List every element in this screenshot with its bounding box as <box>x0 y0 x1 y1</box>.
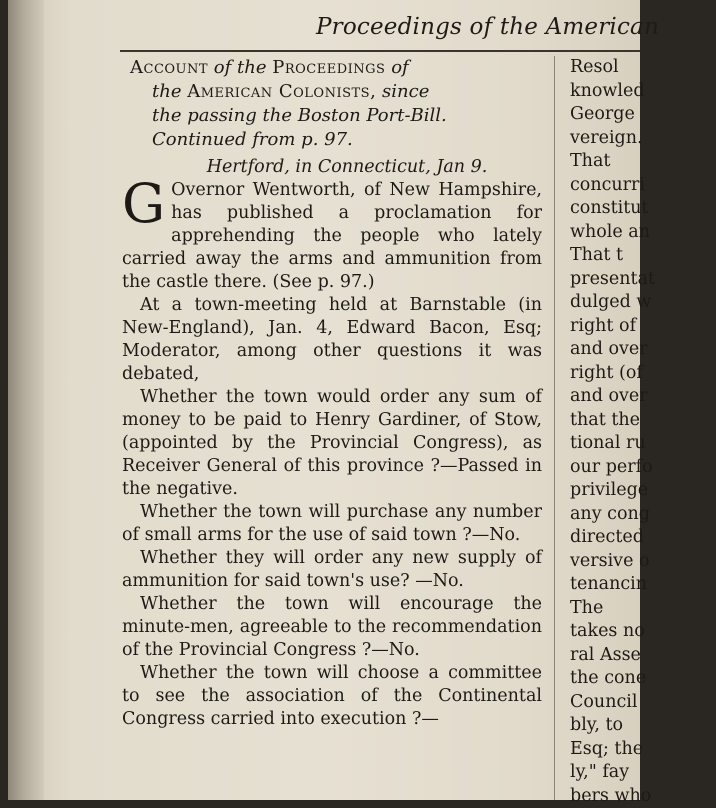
right-line: The <box>570 597 690 621</box>
title-word-since: since <box>382 81 429 102</box>
right-line: That <box>570 150 690 174</box>
right-line: any cong <box>570 503 690 527</box>
right-line: vereign. <box>570 127 690 151</box>
paragraph-6: Whether the town will encourage the minute-men, agreeable to the recommendation of the Provincial Congress ?—No. <box>122 593 542 662</box>
right-column <box>570 56 690 808</box>
title-word-of: of <box>391 57 409 78</box>
paragraph-7: Whether the town will choose a committee to see the association of the Continental Congress carried into execution ?— <box>122 662 542 731</box>
paragraph-3: Whether the town would order any sum of money to be paid to Henry Gardiner, of Stow, (appointed by the Provincial Congress), as Receiver General of this province ?—Passed in the negative. <box>122 386 542 501</box>
right-line: knowled <box>570 80 690 104</box>
header-rule <box>120 50 640 52</box>
right-line: Council <box>570 691 690 715</box>
right-line: whole an <box>570 221 690 245</box>
drop-cap: G <box>122 181 165 227</box>
page-gutter <box>8 0 44 800</box>
right-line: dulged w <box>570 291 690 315</box>
right-line: ly," fay <box>570 761 690 785</box>
column-divider <box>554 56 555 800</box>
right-line: right (of <box>570 362 690 386</box>
right-line: the cone <box>570 667 690 691</box>
title-word-the: the <box>152 81 181 102</box>
title-line3: the passing the Boston Port-Bill. <box>130 104 542 128</box>
paragraph-2: At a town-meeting held at Barnstable (in New-England), Jan. 4, Edward Bacon, Esq; Moderator, among other questions it was debated, <box>122 294 542 386</box>
right-line: privilege <box>570 479 690 503</box>
title-word-proceedings: Proceedings <box>272 57 385 78</box>
paragraph-1 <box>122 179 542 294</box>
right-line: bers who <box>570 785 690 808</box>
title-line4: Continued from p. 97. <box>130 128 542 152</box>
paragraph-5: Whether they will order any new supply of ammunition for said town's use? —No. <box>122 547 542 593</box>
right-line: ral Asse <box>570 644 690 668</box>
right-line: tenancin <box>570 573 690 597</box>
dateline: Hertford, in Connecticut, Jan 9. <box>122 156 542 179</box>
right-line: takes no <box>570 620 690 644</box>
right-line: presentat <box>570 268 690 292</box>
right-line: That t <box>570 244 690 268</box>
right-line: and over <box>570 385 690 409</box>
right-line: Resol <box>570 56 690 80</box>
right-line: and over <box>570 338 690 362</box>
paragraph-1-text: Overnor Wentworth, of New Hampshire, has published a proclamation for apprehending the people who lately carried away the arms and ammunition from the castle there. (See p. 97.) <box>122 180 542 292</box>
right-line: versive o <box>570 550 690 574</box>
right-line: Esq; the <box>570 738 690 762</box>
running-head: Proceedings of the American <box>316 14 716 40</box>
article-title <box>122 56 542 152</box>
right-line: our perfo <box>570 456 690 480</box>
title-word-account: Account <box>130 57 208 78</box>
right-line: George <box>570 103 690 127</box>
right-line: concurri <box>570 174 690 198</box>
right-line: that the <box>570 409 690 433</box>
title-american-colonists: American Colonists, <box>187 81 376 102</box>
right-line: bly, to <box>570 714 690 738</box>
paragraph-4: Whether the town will purchase any number of small arms for the use of said town ?—No. <box>122 501 542 547</box>
left-column <box>122 56 542 731</box>
right-line: constitut <box>570 197 690 221</box>
right-line: tional ru <box>570 432 690 456</box>
title-word-of-the: of the <box>214 57 267 78</box>
right-line: right of <box>570 315 690 339</box>
right-line: directed <box>570 526 690 550</box>
newspaper-page <box>8 0 640 800</box>
